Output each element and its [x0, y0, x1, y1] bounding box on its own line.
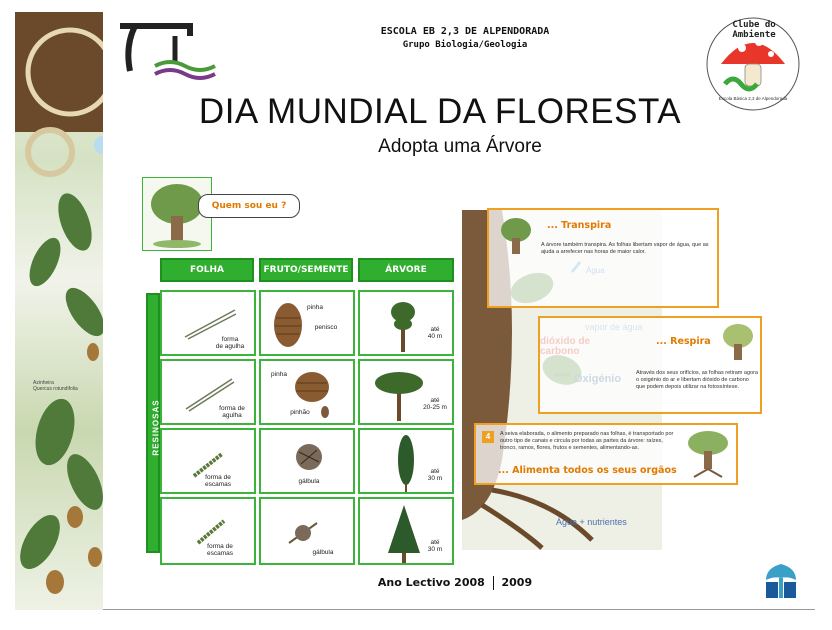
pine-nut-icon: [319, 405, 331, 419]
row4-tree-cell: [358, 497, 454, 565]
row1-fruit-cell: [259, 290, 355, 356]
tree-character-icon: [718, 322, 758, 362]
row4-tree-caption: até 30 m: [427, 539, 443, 553]
row4-leaf-cell: [160, 497, 256, 565]
row1-fruit-a-caption: pinha: [307, 304, 323, 311]
row3-leaf-caption: forma de escamas: [204, 474, 231, 488]
club-logo-text: Clube do Ambiente: [732, 20, 776, 40]
row3-tree-cell: [358, 428, 454, 494]
speech-bubble-text: Quem sou eu ?: [211, 201, 287, 211]
header-folha: FOLHA: [160, 258, 254, 282]
group-label-text: RESINOSAS: [151, 399, 161, 456]
group-label-resinosas: [146, 293, 160, 553]
panel-alimenta-number: 4: [482, 431, 494, 443]
panel-alimenta-text: A seiva elaborada, o alimento preparado nas folhas, é transportado por outro tipo de canais e circula por todas as partes da árvore: raízes, tronco, ramos, flores, frutos e sementes, alimentando-as.: [500, 431, 674, 451]
row2-tree-cell: [358, 359, 454, 425]
row2-fruit-cell: [259, 359, 355, 425]
row3-leaf-cell: [160, 428, 256, 494]
galbula-branch-icon: [285, 517, 321, 547]
strip-caption: [33, 380, 78, 392]
panel-transpira: [487, 208, 719, 308]
row1-tree-caption: até 40 m: [427, 326, 443, 340]
club-logo-subtext: Escola Básica 2,3 de Alpendorada: [718, 96, 788, 101]
school-year: [345, 576, 565, 590]
round-pine-cone-icon: [293, 369, 331, 405]
panel-respira: [538, 316, 762, 414]
eco-school-logo: [760, 560, 802, 602]
tree-roots-icon: [682, 429, 734, 479]
page-title: DIA MUNDIAL DA FLORESTA: [198, 92, 682, 131]
tree-character-icon: [497, 216, 535, 256]
header-fruto-semente: FRUTO/SEMENTE: [259, 258, 353, 282]
panel-alimenta-title: ... Alimenta todos os seus orgãos: [498, 465, 677, 476]
school-year-end: 2009: [501, 576, 533, 589]
school-logo: [115, 16, 225, 86]
galbula-icon: [289, 440, 329, 474]
row1-fruit-b-caption: penisco: [314, 324, 338, 331]
label-agua-nutrientes: Água + nutrientes: [556, 517, 627, 527]
row2-leaf-cell: [160, 359, 256, 425]
row1-leaf-caption: forma de agulha: [215, 336, 245, 350]
school-name: ESCOLA EB 2,3 DE ALPENDORADA: [380, 26, 550, 37]
row1-leaf-cell: [160, 290, 256, 356]
row4-leaf-caption: forma de escamas: [206, 543, 233, 557]
tall-pine-icon: [388, 298, 418, 352]
panel-respira-text: Através dos seus orifícios, as folhas retiram agora o oxigénio do ar e libertam dióxido de carbono que podem depois utilizar na fotossíntese.: [636, 370, 758, 390]
row3-fruit-caption: gálbula: [298, 478, 320, 485]
row2-fruit-a-caption: pinha: [271, 371, 287, 378]
panel-alimenta: [474, 423, 738, 485]
row2-leaf-caption: forma de agulha: [219, 405, 245, 419]
umbrella-pine-icon: [374, 367, 424, 421]
row2-tree-caption: até 20-25 m: [423, 397, 447, 411]
year-divider: [493, 576, 494, 590]
speech-bubble: [198, 194, 300, 218]
panel-transpira-text: A árvore também transpira. As folhas libertam vapor de água, que as ajuda a arrefecer nas horas de maior calor.: [541, 242, 709, 255]
row1-tree-cell: [358, 290, 454, 356]
panel-transpira-title: ... Transpira: [547, 220, 612, 231]
group-name: Grupo Biologia/Geologia: [402, 40, 528, 50]
decorative-leaf-strip: [15, 12, 103, 610]
row2-fruit-b-caption: pinhão: [290, 409, 310, 416]
pine-cone-icon: [271, 300, 305, 350]
row3-fruit-cell: [259, 428, 355, 494]
cypress-icon: [396, 434, 416, 492]
row3-tree-caption: até 30 m: [427, 468, 443, 482]
oak-leaves-illustration: [15, 12, 103, 610]
page-subtitle: Adopta uma Árvore: [378, 136, 542, 157]
school-year-start: Ano Lectivo 2008: [377, 576, 485, 589]
header-arvore: ÁRVORE: [358, 258, 454, 282]
panel-respira-title: ... Respira: [656, 336, 711, 347]
conical-tree-icon: [386, 503, 422, 563]
strip-caption-line1: Azinheira: [33, 380, 54, 386]
strip-caption-line2: Quercus rotundifolia: [33, 386, 78, 392]
row4-fruit-caption: gálbula: [312, 549, 334, 556]
row4-fruit-cell: [259, 497, 355, 565]
